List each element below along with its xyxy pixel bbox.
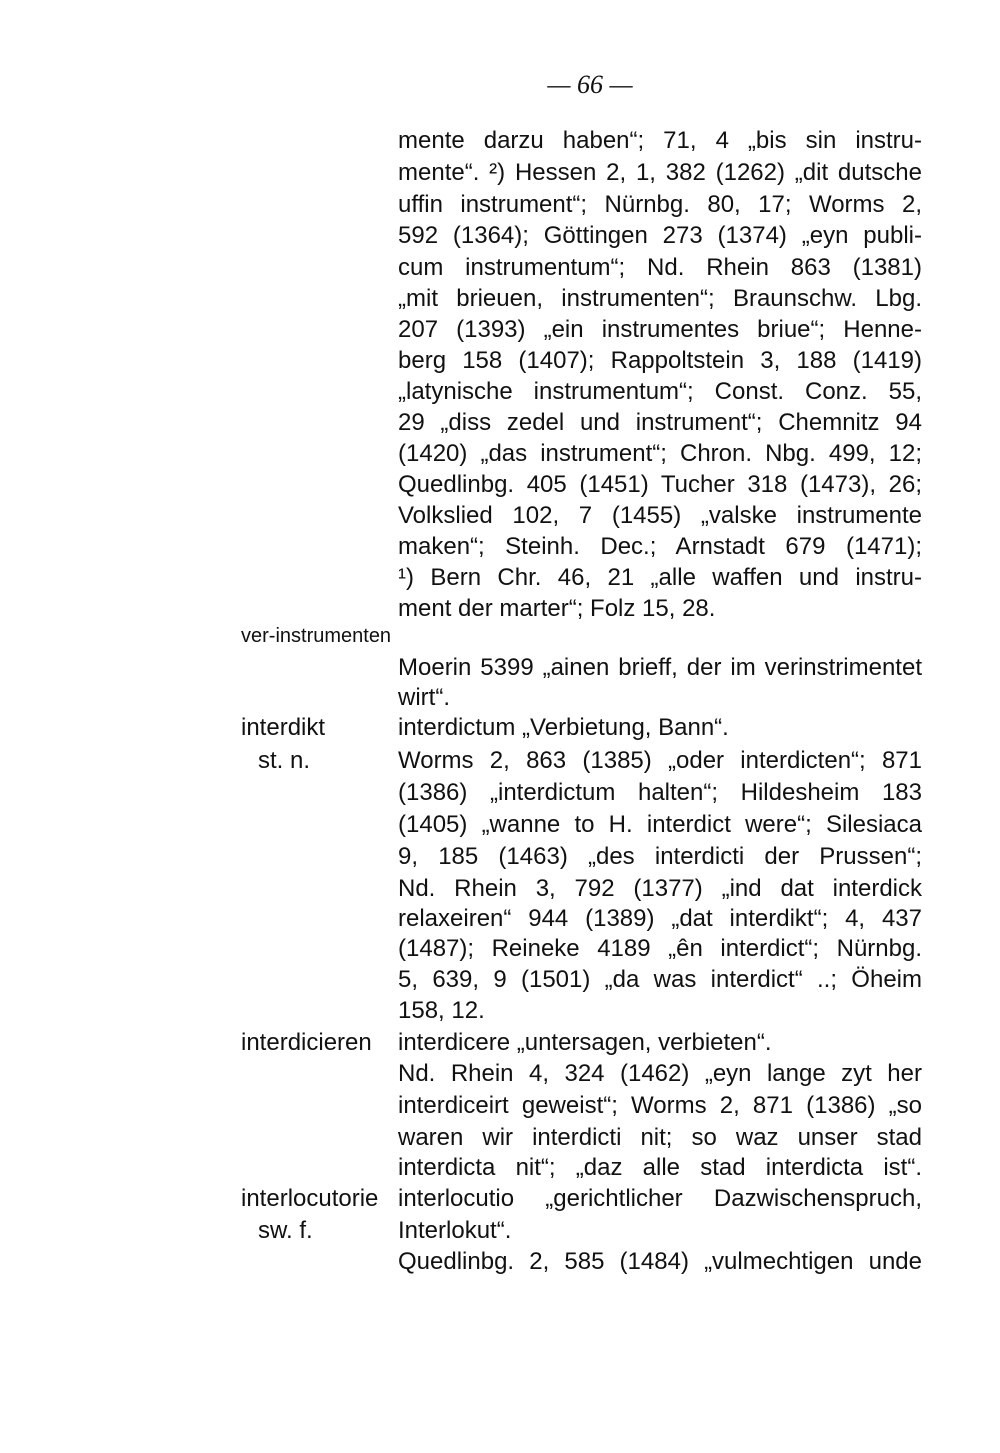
text-line: Volkslied 102, 7 (1455) „valske instrumente: [398, 502, 922, 529]
text-line: mente“. ²) Hessen 2, 1, 382 (1262) „dit dutsche: [398, 159, 922, 186]
text-line: interdictum „Verbietung, Bann“.: [398, 714, 729, 741]
text-line: Moerin 5399 „ainen brieff, der im verinstrimentet: [398, 654, 922, 681]
text-line: „latynische instrumentum“; Const. Conz. 55,: [398, 378, 922, 405]
text-line: interlocutio „gerichtlicher Dazwischenspruch,: [398, 1185, 922, 1212]
text-line: (1386) „interdictum halten“; Hildesheim 183: [398, 779, 922, 806]
text-line: Nd. Rhein 4, 324 (1462) „eyn lange zyt her: [398, 1060, 922, 1087]
text-line: (1420) „das instrument“; Chron. Nbg. 499, 12;: [398, 440, 922, 467]
headword-grammar: st. n.: [258, 747, 311, 774]
text-line: maken“; Steinh. Dec.; Arnstadt 679 (1471);: [398, 533, 922, 560]
text-line: Nd. Rhein 3, 792 (1377) „ind dat interdick: [398, 875, 922, 902]
text-line: (1487); Reineke 4189 „ên interdict“; Nürnbg.: [398, 935, 922, 962]
text-line: 5, 639, 9 (1501) „da was interdict“ ..; Öheim: [398, 966, 922, 993]
text-line: relaxeiren“ 944 (1389) „dat interdikt“; 4, 437: [398, 905, 922, 932]
text-line: interdiceirt geweist“; Worms 2, 871 (1386) „so: [398, 1092, 922, 1119]
text-line: Interlokut“.: [398, 1217, 512, 1244]
text-line: cum instrumentum“; Nd. Rhein 863 (1381): [398, 254, 922, 281]
headword: interlocutorie: [241, 1185, 379, 1212]
text-line: „mit brieuen, instrumenten“; Braunschw. Lbg.: [398, 285, 922, 312]
text-line: wirt“.: [398, 684, 450, 711]
text-line: Quedlinbg. 2, 585 (1484) „vulmechtigen unde: [398, 1248, 922, 1275]
headword: ver-instrumenten: [241, 625, 392, 647]
text-line: mente darzu haben“; 71, 4 „bis sin instru-: [398, 127, 922, 154]
text-line: interdicere „untersagen, verbieten“.: [398, 1029, 772, 1056]
headword: interdikt: [241, 714, 326, 741]
text-line: (1405) „wanne to H. interdict were“; Silesiaca: [398, 811, 922, 838]
headword: interdicieren: [241, 1029, 372, 1056]
text-line: interdicta nit“; „daz alle stad interdicta ist“.: [398, 1154, 922, 1181]
text-line: waren wir interdicti nit; so waz unser stad: [398, 1124, 922, 1151]
text-line: 29 „diss zedel und instrument“; Chemnitz 94: [398, 409, 922, 436]
text-line: ¹) Bern Chr. 46, 21 „alle waffen und instru-: [398, 564, 922, 591]
headword-grammar: sw. f.: [258, 1217, 313, 1244]
text-line: 9, 185 (1463) „des interdicti der Prussen“;: [398, 843, 922, 870]
text-line: ment der marter“; Folz 15, 28.: [398, 595, 716, 622]
text-line: 158, 12.: [398, 997, 485, 1024]
text-line: uffin instrument“; Nürnbg. 80, 17; Worms 2,: [398, 191, 922, 218]
text-line: 592 (1364); Göttingen 273 (1374) „eyn publi-: [398, 222, 922, 249]
page-number: — 66 —: [547, 70, 633, 99]
text-line: Worms 2, 863 (1385) „oder interdicten“; 871: [398, 747, 922, 774]
text-line: berg 158 (1407); Rappoltstein 3, 188 (1419): [398, 347, 922, 374]
text-line: 207 (1393) „ein instrumentes briue“; Henne-: [398, 316, 922, 343]
text-line: Quedlinbg. 405 (1451) Tucher 318 (1473), 26;: [398, 471, 922, 498]
